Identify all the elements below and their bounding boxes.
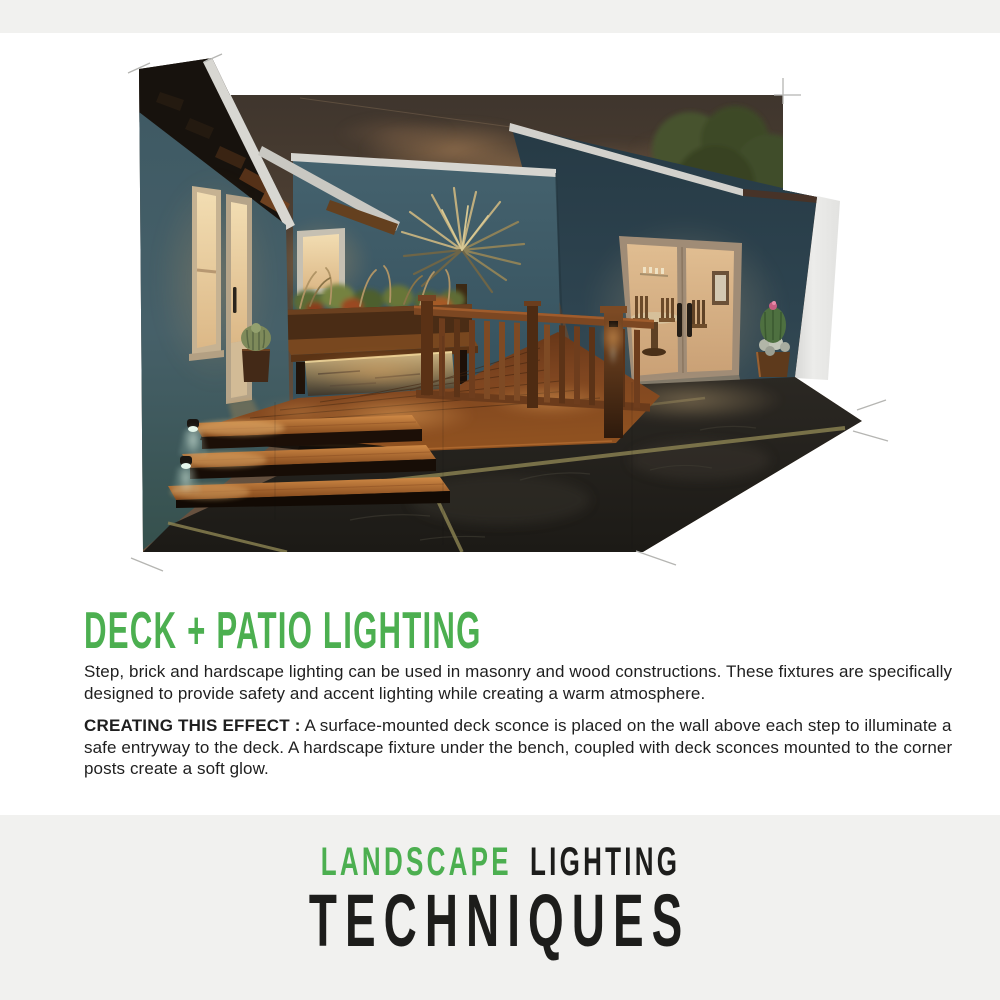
left-house-wall [139,112,290,553]
page-title-text: DECK + PATIO LIGHTING [84,602,482,660]
corner-tick-marks [128,54,888,571]
footer-band [0,815,1000,1000]
deck-railing [414,295,654,438]
top-gray-band [0,0,1000,33]
bench [283,332,478,394]
porch-roof-fascia [258,146,400,235]
lit-entry-door [226,194,266,432]
effect-text: A surface-mounted deck sconce is placed on the wall above each step to illuminate a safe entryway to the deck. A hardscape fixture under the bench, coupled with deck sconces mounted to the corner posts create a soft glow. [84,716,953,778]
effect-label: CREATING THIS EFFECT : [84,716,301,735]
railing-post [421,299,433,395]
roof-fascia [291,153,556,177]
door-handle [677,303,682,337]
door-handle [233,287,237,313]
brand-title [192,879,807,962]
render-seams [275,336,632,549]
lit-entry-window [189,186,224,361]
yucca-plant [402,188,524,318]
left-house-roof-eave [139,57,295,233]
planter-plants [293,284,465,316]
cactus-planter-right [757,301,790,377]
sunset-clouds [335,115,770,192]
planter-grasses [300,266,450,308]
brand-line [224,841,777,883]
lit-window [297,228,345,296]
night-sky [135,50,870,570]
roof-ridge-line [300,98,511,127]
brand-word-landscape: LANDSCAPE [320,840,512,884]
intro-paragraph: Step, brick and hardscape lighting can be used in masonry and wood constructions. These fixtures are specifically designed to provide safety and accent lighting while creating a warm atmosphere. [84,662,953,703]
corner-post-with-deck-sconce [600,306,627,438]
deck-floor [205,332,660,451]
side-panel [795,196,840,380]
railing-post [527,305,538,408]
roof-fascia [509,123,743,196]
glass-double-doors [585,220,785,400]
door-glass-left [627,244,678,376]
small-upper-window [486,192,507,215]
deck-steps [168,415,450,508]
door-handle [687,303,692,337]
right-house-wall [486,123,818,442]
page-title [84,602,747,660]
planter-box [285,304,472,348]
door-threshold [632,375,741,391]
roof-fascia [203,57,295,230]
effect-paragraph [84,715,962,780]
hardscape-light-under-bench [300,352,460,396]
step-sconce-lower [172,456,201,494]
cactus-planter-left [241,323,271,382]
balusters [424,317,640,408]
brand-word-lighting: LIGHTING [529,840,680,884]
step-sconce-upper [179,419,208,456]
door-glass-right [686,248,734,372]
tree-foliage [649,106,806,256]
deck-sconce [609,321,618,327]
grout-lines [168,398,845,552]
brand-title-text: TECHNIQUES [309,879,691,962]
interior-dining-scene [631,267,729,356]
middle-house-wall [271,153,566,437]
stone-patio [143,377,862,552]
